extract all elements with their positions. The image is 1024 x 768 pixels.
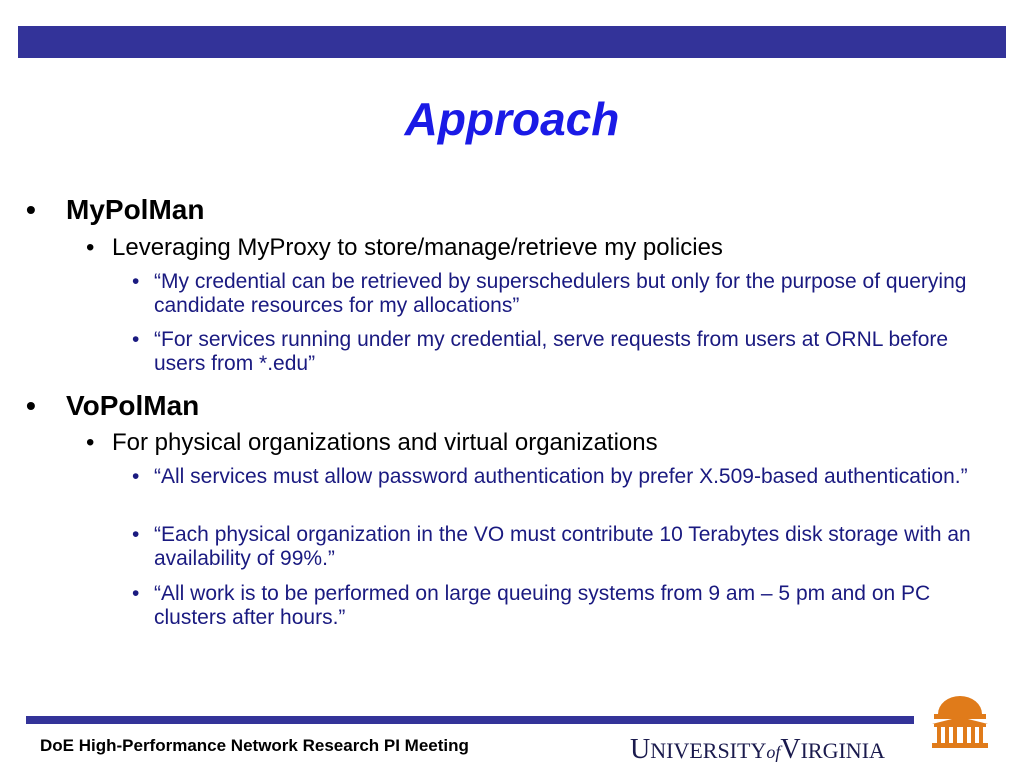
- slide-title: Approach: [404, 93, 620, 145]
- bullet-item: [132, 523, 974, 571]
- bullet-marker: •: [86, 429, 95, 456]
- bullet-item: [86, 234, 723, 262]
- wordmark-part: U: [630, 734, 651, 765]
- bullet-item: [26, 390, 199, 422]
- bullet-marker: •: [132, 328, 140, 351]
- bullet-item: [132, 582, 974, 630]
- bullet-item: [26, 194, 204, 226]
- bullet-marker: •: [132, 465, 140, 488]
- bullet-item: [86, 429, 658, 457]
- bullet-item: [132, 270, 974, 318]
- university-wordmark: [630, 734, 885, 766]
- footer-meeting-name: DoE High-Performance Network Research PI Meeting: [40, 736, 469, 755]
- wordmark-part: IRGINIA: [800, 738, 885, 763]
- rotunda-icon: [928, 688, 992, 752]
- bottom-bar: [26, 716, 914, 724]
- bullet-text: MyPolMan: [66, 194, 205, 225]
- bullet-text: For physical organizations and virtual organizations: [112, 429, 658, 456]
- bullet-marker: •: [132, 523, 140, 546]
- bullet-marker: •: [132, 582, 140, 605]
- bullet-item: [132, 465, 974, 489]
- top-bar: [18, 26, 1006, 58]
- bullet-text: “All work is to be performed on large queuing systems from 9 am – 5 pm and on PC clusters after hours.”: [154, 582, 931, 629]
- bullet-marker: •: [132, 270, 140, 293]
- bullet-marker: •: [26, 390, 36, 421]
- bullet-text: “All services must allow password authentication by prefer X.509-based authentication.”: [154, 465, 968, 488]
- bullet-marker: •: [86, 234, 95, 261]
- bullet-text: VoPolMan: [66, 390, 200, 421]
- bullet-text: Leveraging MyProxy to store/manage/retrieve my policies: [112, 234, 723, 261]
- bullet-text: “Each physical organization in the VO must contribute 10 Terabytes disk storage with an availability of 99%.”: [154, 523, 971, 570]
- bullet-text: “My credential can be retrieved by superschedulers but only for the purpose of querying candidate resources for my allocations”: [154, 270, 967, 317]
- wordmark-part: NIVERSITY: [650, 738, 767, 763]
- bullet-text: “For services running under my credential, serve requests from users at ORNL before users from *.edu”: [154, 328, 949, 375]
- wordmark-part: of: [766, 742, 781, 762]
- bullet-marker: •: [26, 194, 36, 225]
- bullet-item: [132, 328, 974, 376]
- wordmark-part: V: [780, 734, 801, 765]
